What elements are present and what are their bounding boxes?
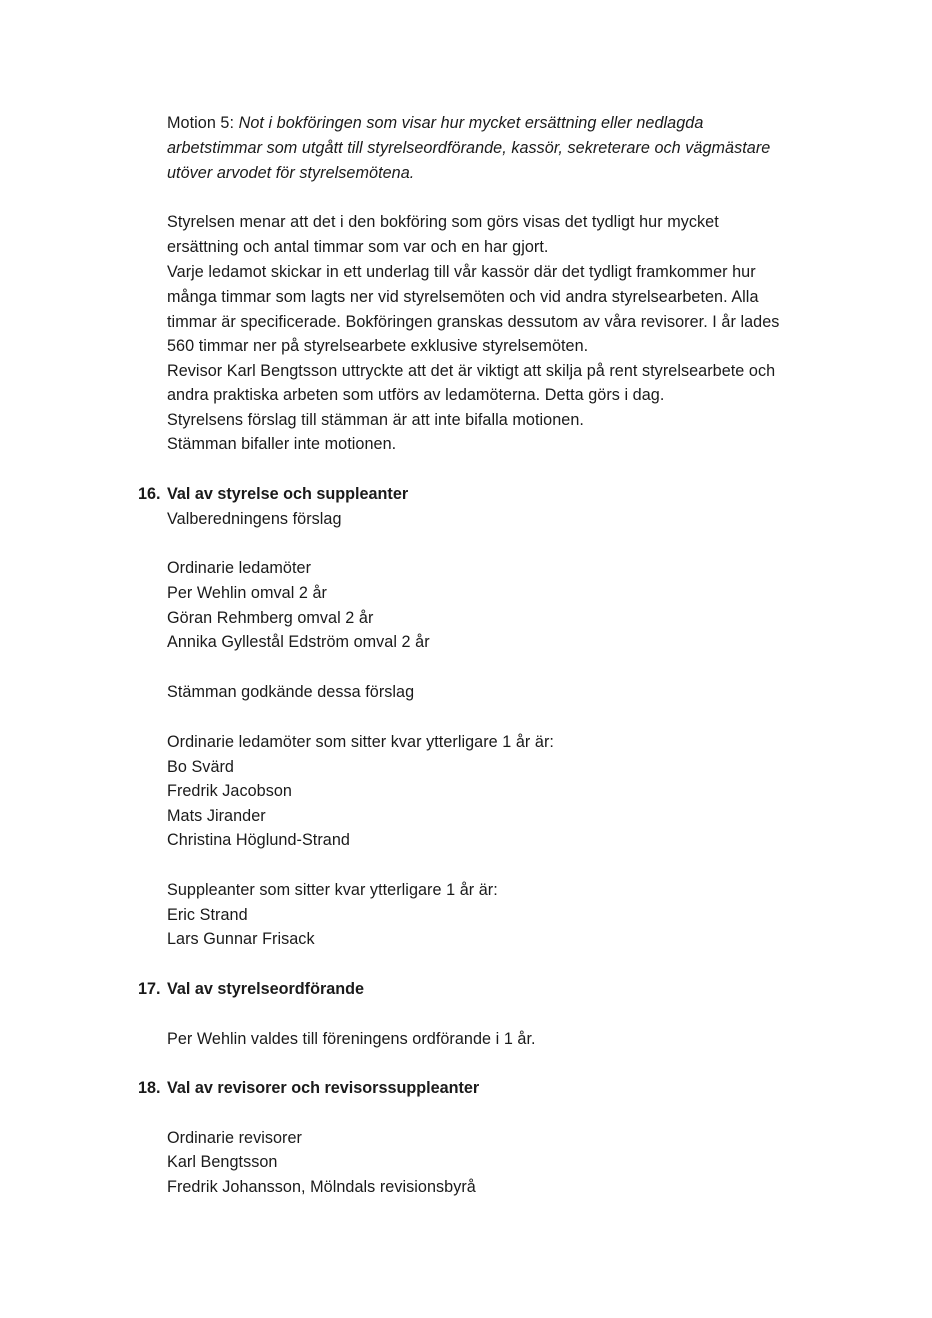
- section-17-heading: [138, 979, 364, 999]
- response-line: Styrelsen menar att det i den bokföring som görs visas det tydligt hur mycket: [167, 213, 719, 231]
- section-number: 18.: [138, 1079, 161, 1097]
- member-line: Göran Rehmberg omval 2 år: [167, 609, 374, 627]
- section-title: Val av styrelseordförande: [167, 980, 365, 998]
- response-line: Styrelsens förslag till stämman är att inte bifalla motionen.: [167, 411, 584, 429]
- response-line: Stämman bifaller inte motionen.: [167, 435, 397, 453]
- approval-text: Stämman godkände dessa förslag: [167, 683, 415, 701]
- member-line: Per Wehlin omval 2 år: [167, 584, 327, 602]
- member-line: Bo Svärd: [167, 758, 234, 776]
- member-line: Annika Gyllestål Edström omval 2 år: [167, 633, 430, 651]
- member-line: Fredrik Jacobson: [167, 782, 292, 800]
- auditor-line: Karl Bengtsson: [167, 1153, 278, 1171]
- proposal-label: Valberedningens förslag: [167, 510, 342, 528]
- response-line: andra praktiska arbeten som utförs av ledamöterna. Detta görs i dag.: [167, 386, 665, 404]
- deputy-line: Eric Strand: [167, 906, 248, 924]
- member-line: Mats Jirander: [167, 807, 266, 825]
- response-line: ersättning och antal timmar som var och en har gjort.: [167, 238, 549, 256]
- motion-title-line: [167, 113, 703, 133]
- section-18-heading: [138, 1078, 479, 1098]
- section-number: 17.: [138, 980, 161, 998]
- response-line: Varje ledamot skickar in ett underlag till vår kassör där det tydligt framkommer hur: [167, 263, 756, 281]
- member-line: Christina Höglund-Strand: [167, 831, 350, 849]
- motion-title-line: utöver arvodet för styrelsemötena.: [167, 164, 415, 182]
- motion-title-line: arbetstimmar som utgått till styrelseordförande, kassör, sekreterare och vägmästare: [167, 139, 771, 157]
- motion-label: Motion 5:: [167, 114, 239, 132]
- chair-election-text: Per Wehlin valdes till föreningens ordförande i 1 år.: [167, 1030, 536, 1048]
- remaining-members-heading: Ordinarie ledamöter som sitter kvar ytterligare 1 år är:: [167, 733, 554, 751]
- motion-title: Not i bokföringen som visar hur mycket ersättning eller nedlagda: [238, 114, 704, 132]
- auditor-line: Fredrik Johansson, Mölndals revisionsbyrå: [167, 1178, 476, 1196]
- section-16-heading: [138, 484, 408, 504]
- response-line: timmar är specificerade. Bokföringen granskas dessutom av våra revisorer. I år lades: [167, 313, 780, 331]
- section-title: Val av styrelse och suppleanter: [167, 485, 409, 503]
- deputy-line: Lars Gunnar Frisack: [167, 930, 315, 948]
- response-line: många timmar som lagts ner vid styrelsemöten och vid andra styrelsearbeten. Alla: [167, 288, 759, 306]
- ordinary-members-heading: Ordinarie ledamöter: [167, 559, 312, 577]
- section-title: Val av revisorer och revisorssuppleanter: [167, 1079, 480, 1097]
- section-number: 16.: [138, 485, 161, 503]
- auditors-heading: Ordinarie revisorer: [167, 1129, 302, 1147]
- response-line: 560 timmar ner på styrelsearbete exklusive styrelsemöten.: [167, 337, 589, 355]
- deputies-heading: Suppleanter som sitter kvar ytterligare 1 år är:: [167, 881, 498, 899]
- response-line: Revisor Karl Bengtsson uttryckte att det är viktigt att skilja på rent styrelsearbete och: [167, 362, 776, 380]
